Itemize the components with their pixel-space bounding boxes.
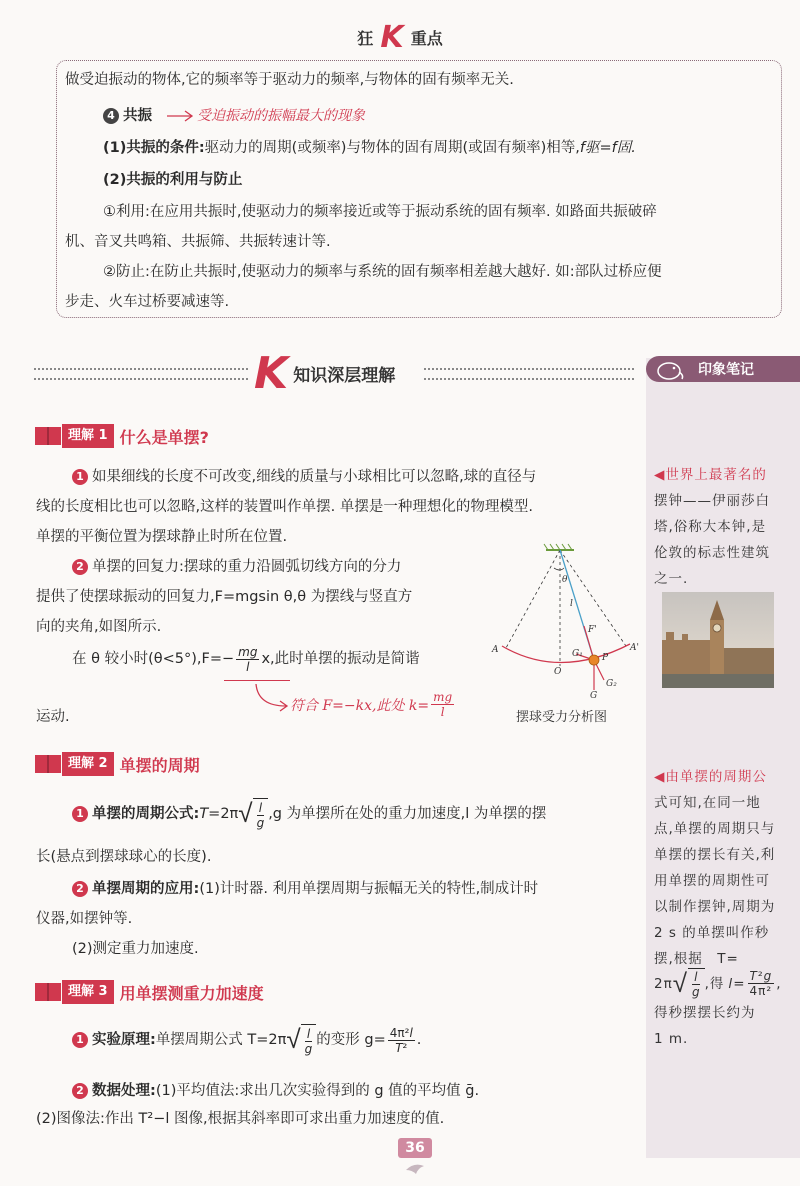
summary-box (56, 60, 782, 318)
banner-title (254, 348, 395, 399)
section-2-title: 单摆的周期 (119, 755, 200, 775)
resonance-label: 共振 (123, 108, 152, 124)
s2-p1: 1 单摆的周期公式: T =2π √ $\frac{l}{g}$ ,g 为单摆所在处的重力加速度,l 为单摆的摆 (72, 798, 546, 830)
arrow-icon (165, 109, 195, 123)
curved-arrow-icon (252, 682, 292, 714)
book-icon (34, 425, 62, 447)
section-1-head (34, 424, 209, 448)
note1-line-4: 之一. (654, 571, 689, 587)
svg-text:l: l (570, 599, 573, 609)
note2-last: 得秒摆摆长约为 (654, 1005, 756, 1021)
s1-p1c: 单摆的平衡位置为摆球静止时所在位置. (36, 529, 288, 545)
banner-k: K (254, 348, 289, 399)
page-header (0, 20, 800, 55)
note1-line-1: 摆钟——伊丽莎白 (654, 493, 770, 509)
note1-line-0: ◀世界上最著名的 (654, 467, 767, 483)
svg-text:A: A (492, 645, 499, 655)
sidebar-note2-last (654, 1000, 798, 1052)
section-3-head (34, 980, 264, 1004)
s1-p1b: 线的长度相比也可以忽略,这样的装置叫作单摆. 单摆是一种理想化的物理模型. (36, 499, 533, 515)
num-4-icon: 4 (103, 108, 119, 124)
svg-text:G₁: G₁ (572, 649, 583, 659)
sidebar-title: 印象笔记 (698, 362, 754, 378)
s2-p2b: 仪器,如摆钟等. (36, 911, 133, 927)
pendulum-diagram (484, 542, 646, 702)
note2-line-3: 单摆的摆长有关,利 (654, 847, 776, 863)
svg-text:θ: θ (562, 575, 568, 585)
s2-p3: (2)测定重力加速度. (72, 941, 199, 957)
section-2-tag: 理解 2 (62, 752, 114, 776)
s1-underline (224, 680, 290, 681)
sidebar-note2 (654, 764, 798, 972)
note2-line-2: 点,单摆的周期只与 (654, 821, 776, 837)
num-1-icon: 1 (72, 806, 88, 822)
section-3-tag: 理解 3 (62, 980, 114, 1004)
s2-p2: 2 单摆周期的应用:(1)计时器. 利用单摆周期与振幅无关的特性,制成计时 (72, 874, 538, 904)
big-ben-photo (662, 592, 774, 688)
s1-p2a: 2 单摆的回复力:摆球的重力沿圆弧切线方向的分力 (72, 552, 401, 582)
resonance-note: 受迫振动的振幅最大的现象 (197, 108, 365, 124)
use1b: 机、音叉共鸣箱、共振筛、共振转速计等. (65, 234, 331, 250)
use2: ②防止:在防止共振时,使驱动力的频率与系统的固有频率相差越大越好. 如:部队过桥应便 (103, 264, 662, 280)
num-2-icon: 2 (72, 881, 88, 897)
s1-p1a: 1 如果细线的长度不可改变,细线的质量与小球相比可以忽略,球的直径与 (72, 462, 536, 492)
resonance-row (103, 101, 152, 131)
diagram-caption: 摆球受力分析图 (516, 710, 608, 725)
note2-line-1: 式可知,在同一地 (654, 795, 761, 811)
s1-p4: 运动. (36, 709, 70, 725)
section-2-head (34, 752, 200, 776)
banner-text: 知识深层理解 (293, 366, 396, 386)
header-right: 重点 (410, 29, 443, 48)
page-number: 36 (398, 1138, 432, 1158)
num-1-icon: 1 (72, 469, 88, 485)
s1-p3: 在 θ 较小时(θ<5°),F=− $\frac{mg}{l}$ x,此时单摆的振动是简谐 (72, 644, 420, 674)
sidebar-note1 (654, 462, 798, 592)
s1-note: 符合 F=−kx,此处 k= $\frac{mg}{l}$ (290, 690, 453, 719)
use2b: 步走、火车过桥要减速等. (65, 294, 230, 310)
svg-text:G₂: G₂ (606, 679, 617, 689)
sidebar-header (646, 356, 800, 382)
svg-text:A': A' (630, 643, 639, 653)
section-1-tag: 理解 1 (62, 424, 114, 448)
banner-dots-right (424, 368, 634, 380)
num-2-icon: 2 (72, 1083, 88, 1099)
cond-formula: f驱=f固. (579, 140, 636, 156)
book-icon (34, 981, 62, 1003)
note2-line-0: ◀由单摆的周期公 (654, 769, 767, 785)
bird-icon (404, 1160, 428, 1176)
book-icon (34, 753, 62, 775)
note2-last2: 1 m. (654, 1031, 689, 1047)
header-left: 狂 (357, 29, 374, 48)
note1-line-2: 塔,俗称大本钟,是 (654, 519, 767, 535)
use-label: (2)共振的利用与防止 (103, 172, 243, 188)
elephant-icon (652, 357, 686, 381)
s3-p2: 2 数据处理:(1)平均值法:求出几次实验得到的 g 值的平均值 ḡ. (72, 1076, 479, 1106)
note2-line-7: 摆,根据 T= (654, 951, 739, 967)
s2-p1b: 长(悬点到摆球球心的长度). (36, 849, 212, 865)
sidebar-formula: 2π √ $\frac{l}{g}$ ,得 l = $\frac{\text{T²g}}{\text{4π²}}$ , (654, 968, 782, 999)
banner-dots-left (34, 368, 248, 380)
cond-row (103, 133, 636, 163)
svg-text:F': F' (588, 625, 597, 635)
svg-text:O: O (554, 667, 562, 677)
s1-p2c: 向的夹角,如图所示. (36, 619, 162, 635)
section-1-title: 什么是单摆? (119, 427, 209, 447)
header-k: K (380, 20, 404, 55)
use1: ①利用:在应用共振时,使驱动力的频率接近或等于振动系统的固有频率. 如路面共振破碎 (103, 204, 657, 220)
s3-p3: (2)图像法:作出 T²−l 图像,根据其斜率即可求出重力加速度的值. (36, 1111, 445, 1127)
cond-label: (1)共振的条件: (103, 140, 205, 156)
note2-line-5: 以制作摆钟,周期为 (654, 899, 776, 915)
note2-line-6: 2 s 的单摆叫作秒 (654, 925, 770, 941)
box-line1: 做受迫振动的物体,它的频率等于驱动力的频率,与物体的固有频率无关. (65, 72, 514, 88)
note2-tail1: ,得 (704, 975, 725, 992)
s1-p2b: 提供了使摆球振动的回复力,F=mgsin θ,θ 为摆线与竖直方 (36, 589, 413, 605)
note1-line-3: 伦敦的标志性建筑 (654, 545, 770, 561)
note2-line-4: 用单摆的周期性可 (654, 873, 770, 889)
svg-text:G: G (590, 691, 598, 701)
svg-text:P: P (602, 653, 609, 663)
section-3-title: 用单摆测重力加速度 (119, 983, 264, 1003)
s3-p1: 1 实验原理: 单摆周期公式 T=2π √ $\frac{l}{g}$ 的变形 g= $\frac{\text{4π²l}}{\text{T²}}$ . (72, 1024, 421, 1056)
num-2-icon: 2 (72, 559, 88, 575)
cond-text: 驱动力的周期(或频率)与物体的固有周期(或固有频率)相等, (204, 140, 580, 156)
num-1-icon: 1 (72, 1032, 88, 1048)
